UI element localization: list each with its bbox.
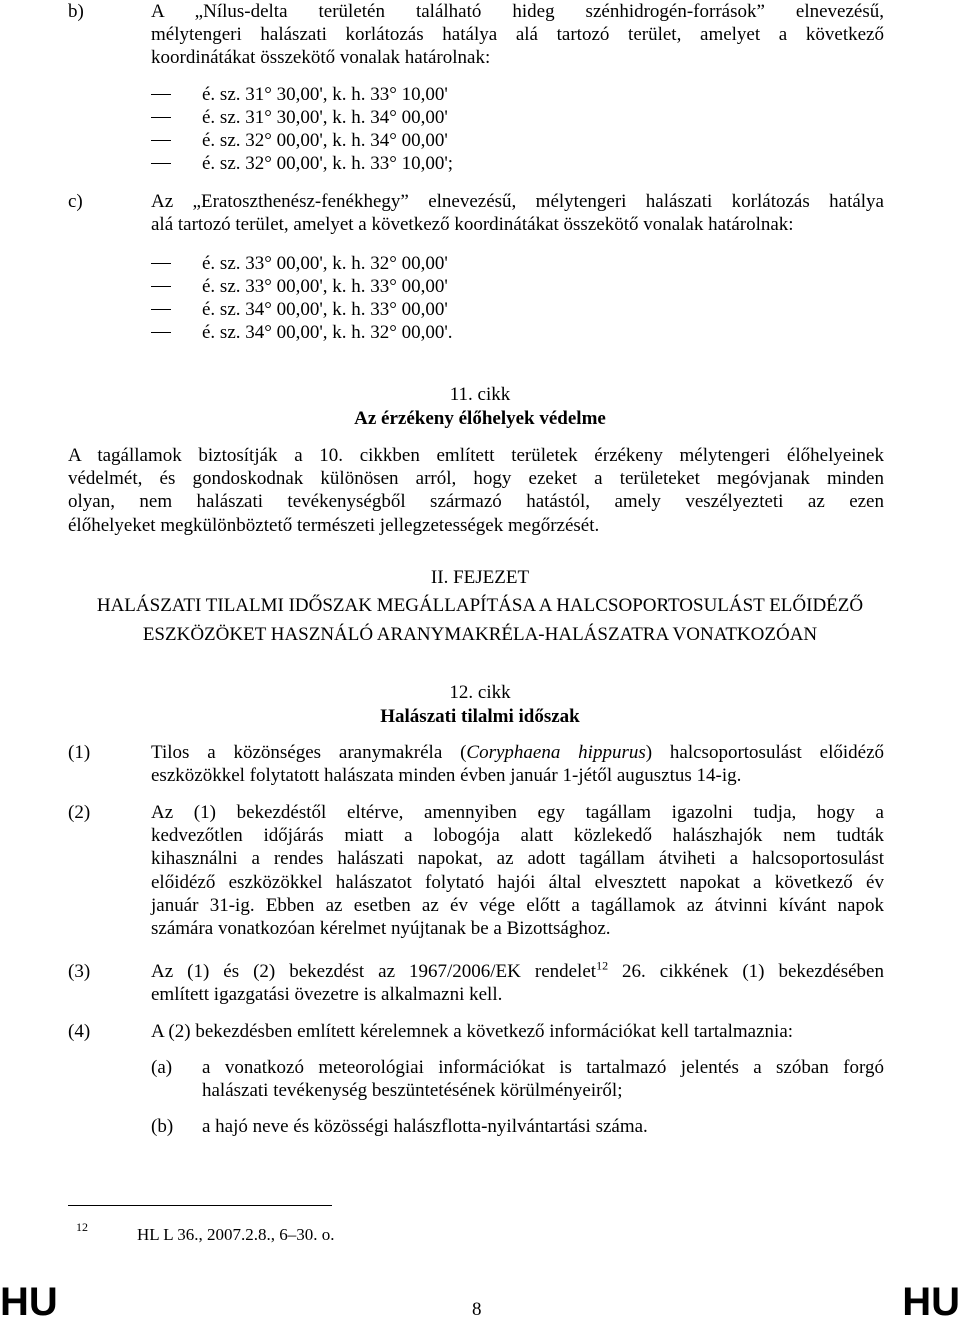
item-a-text [202, 1056, 884, 1102]
text-line: olyan, nem halászati tevékenységből származó hatástól, amely veszélyezteti az ezen [68, 491, 884, 513]
text-line: koordinátákat összekötő vonalak határolnak: [151, 47, 491, 69]
coordinate-item: é. sz. 34° 00,00', k. h. 32° 00,00'. [202, 322, 453, 343]
list-dash [151, 140, 171, 141]
text-line: alá tartozó terület, amelyet a következő koordinátákat összekötő vonalak határolnak: [151, 214, 794, 236]
section-b-label: b) [68, 1, 84, 22]
item-b-text: a hajó neve és közösségi halászflotta-nyilvántartási száma. [202, 1116, 648, 1137]
item-b-label: (b) [151, 1116, 174, 1137]
coordinate-item: é. sz. 32° 00,00', k. h. 34° 00,00' [202, 130, 448, 151]
text-line: védelmét, és gondoskodnak különösen arról, hogy ezeket a területeket megóvjanak minden [68, 468, 884, 490]
text-line: kihasználni a rendes halászati napokat, az adott tagállam átviheti a halcsoportosulást [151, 848, 884, 870]
coordinate-item: é. sz. 31° 30,00', k. h. 33° 10,00' [202, 84, 448, 105]
footer-language-right: HU [902, 1280, 960, 1324]
paragraph-1-text [151, 741, 884, 787]
text-line: számára vonatkozóan kérelmet nyújtanak be a Bizottsághoz. [151, 918, 611, 940]
coordinate-item: é. sz. 33° 00,00', k. h. 33° 00,00' [202, 276, 448, 297]
text-line: kedvezőtlen időjárás miatt a lobogója alatt közlekedő halászhajók nem tudták [151, 825, 884, 847]
list-dash [151, 94, 171, 95]
section-b-text [151, 0, 884, 70]
paragraph-2-label: (2) [68, 802, 91, 823]
list-dash [151, 332, 171, 333]
text-line: eszközökkel folytatott halászata minden évben január 1-jétől augusztus 14-ig. [151, 765, 742, 787]
chapter-number: II. FEJEZET [430, 567, 530, 588]
text-run: Az (1) és (2) bekezdést az 1967/2006/EK rendelet [151, 961, 597, 982]
article-11-paragraph [68, 444, 884, 537]
coordinate-item: é. sz. 34° 00,00', k. h. 33° 00,00' [202, 299, 448, 320]
text-run: Tilos a közönséges aranymakréla ( [151, 742, 467, 763]
list-dash [151, 163, 171, 164]
article-11-title: Az érzékeny élőhelyek védelme [354, 408, 606, 429]
section-c-text [151, 190, 884, 236]
paragraph-4-text: A (2) bekezdésben említett kérelemnek a következő információkat kell tartalmaznia: [151, 1021, 794, 1042]
text-line [151, 741, 884, 764]
text-line: előidéző eszközökkel halászatot folytató hajói által elvesztett napokat a következő év [151, 871, 884, 893]
text-line: mélytengeri halászati korlátozás hatálya alá tartozó terület, amelyet a következő [151, 24, 884, 46]
section-c-label: c) [68, 191, 83, 212]
footnote-reference[interactable]: 12 [596, 958, 609, 973]
footnote-separator [68, 1205, 332, 1206]
paragraph-2-text [151, 801, 884, 940]
text-run: ) halcsoportosulást előidéző [645, 742, 885, 763]
list-dash [151, 263, 171, 264]
list-dash [151, 286, 171, 287]
chapter-title-line-1: HALÁSZATI TILALMI IDŐSZAK MEGÁLLAPÍTÁSA A HALCSOPORTOSULÁST ELŐIDÉZŐ [96, 595, 864, 616]
text-line: halászati tevékenység beszüntetésének körülményeiről; [202, 1080, 623, 1102]
text-line: a vonatkozó meteorológiai információkat is tartalmazó jelentés a szóban forgó [202, 1057, 884, 1078]
footnote-text: HL L 36., 2007.2.8., 6–30. o. [137, 1225, 335, 1244]
footer-language-left: HU [0, 1280, 58, 1324]
paragraph-1-label: (1) [68, 742, 91, 763]
coordinate-item: é. sz. 32° 00,00', k. h. 33° 10,00'; [202, 153, 454, 174]
species-name: Coryphaena hippurus [466, 742, 646, 763]
list-dash [151, 117, 171, 118]
list-dash [151, 309, 171, 310]
text-line: január 31-ig. Ebben az esetben az év vége előtt a tagállamok az átvinni kívánt napok [151, 894, 884, 916]
text-run: 26. cikkének (1) bekezdésében [608, 961, 884, 982]
item-a-label: (a) [151, 1057, 173, 1078]
text-line: Az (1) bekezdéstől eltérve, amennyiben egy tagállam igazolni tudja, hogy a [151, 802, 884, 823]
text-line: élőhelyeket megkülönböztető természeti jellegzetességek megőrzését. [68, 514, 600, 536]
paragraph-3-label: (3) [68, 961, 91, 982]
coordinate-item: é. sz. 31° 30,00', k. h. 34° 00,00' [202, 107, 448, 128]
footnote-number: 12 [76, 1220, 88, 1234]
article-11-number: 11. cikk [449, 384, 511, 405]
paragraph-4-label: (4) [68, 1021, 91, 1042]
text-line: Az „Eratoszthenész-fenékhegy” elnevezésű, mélytengeri halászati korlátozás hatálya [151, 191, 884, 212]
paragraph-3-text [151, 960, 884, 1006]
article-12-title: Halászati tilalmi időszak [380, 706, 580, 727]
text-line [151, 960, 884, 983]
text-line: A „Nílus-delta területén található hideg szénhidrogén-források” elnevezésű, [151, 1, 884, 22]
text-line: említett igazgatási övezetre is alkalmazni kell. [151, 984, 503, 1006]
chapter-title-line-2: ESZKÖZÖKET HASZNÁLÓ ARANYMAKRÉLA-HALÁSZATRA VONATKOZÓAN [142, 624, 818, 645]
text-line: A tagállamok biztosítják a 10. cikkben említett területek érzékeny mélytengeri élőhelyeinek [68, 445, 884, 466]
page-number: 8 [472, 1299, 482, 1320]
coordinate-item: é. sz. 33° 00,00', k. h. 32° 00,00' [202, 253, 448, 274]
article-12-number: 12. cikk [449, 682, 511, 703]
